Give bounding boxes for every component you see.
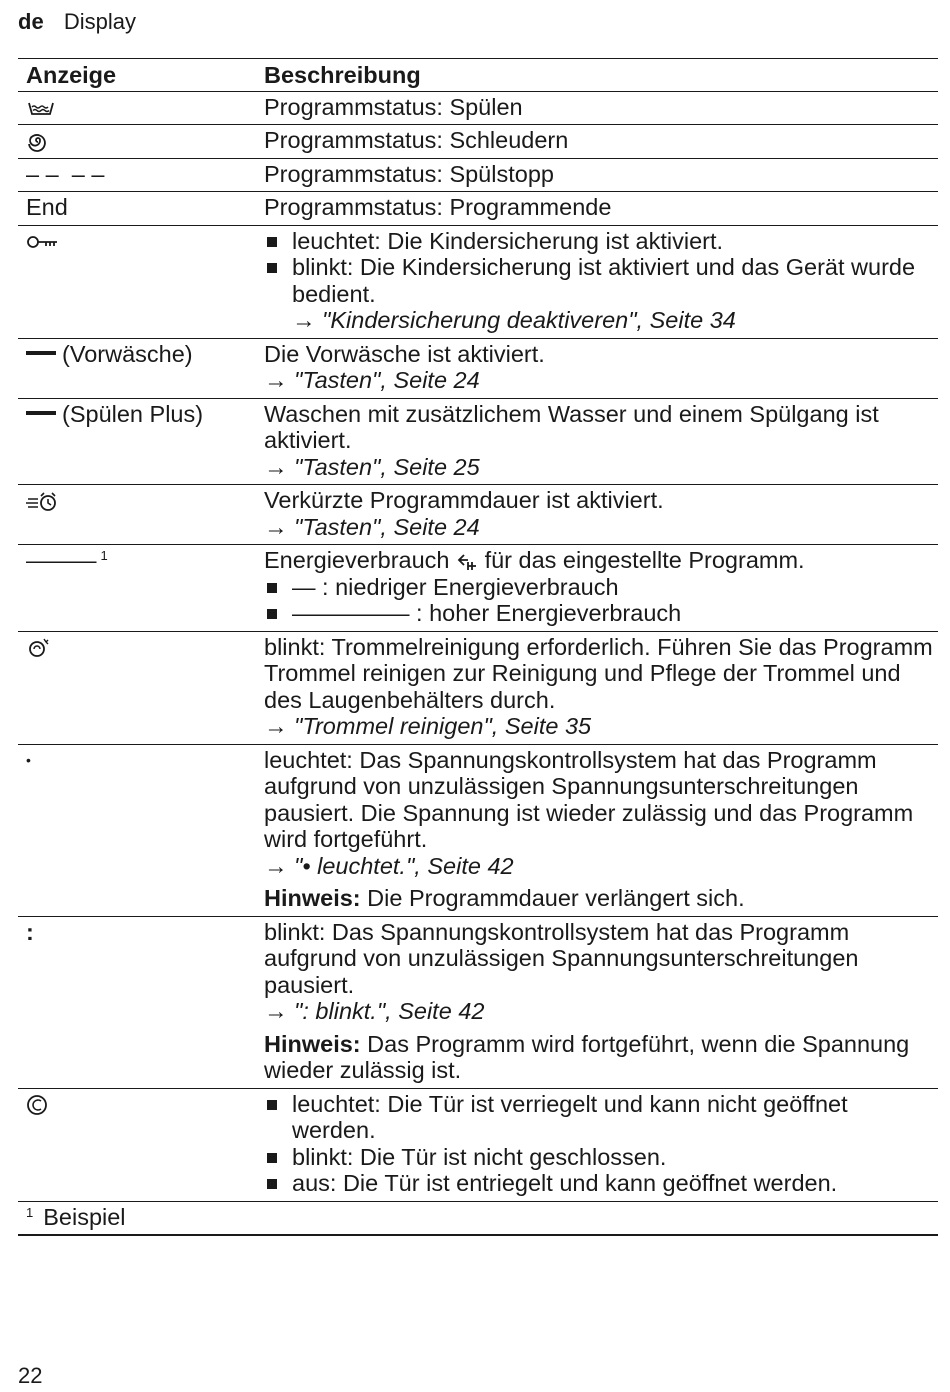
column-header-anzeige: Anzeige [18,59,264,92]
table-row [18,338,938,398]
row-description: leuchtet: Das Spannungskontrollsystem hat das Programm aufgrund von unzulässigen Spannungsunterschreitungen pausiert. Die Spannung ist wieder zulässig und das Programm wird fortgeführt. [264,746,914,852]
list-item: leuchtet: Die Tür ist verriegelt und kann nicht geöffnet werden. [264,1091,934,1144]
table-row [18,744,938,916]
cross-reference: "Tasten", Seite 24 [294,367,480,393]
drum-clean-icon [26,637,52,659]
table-row [18,485,938,545]
list-item: leuchtet: Die Kindersicherung ist aktiviert. [264,228,934,255]
hint-label: Hinweis: [264,1030,361,1057]
child-lock-key-icon [26,234,60,250]
row-description: Programmstatus: Spülstopp [264,158,938,192]
footnote-marker: 1 [100,548,108,563]
table-row [18,91,938,125]
row-description: Programmstatus: Programmende [264,192,938,226]
prewash-label: (Vorwäsche) [62,340,193,367]
row-description: für das eingestellte Programm. [484,547,805,573]
table-row [18,1088,938,1201]
energy-plug-icon [456,552,478,572]
cross-reference: "Kindersicherung deaktiveren", Seite 34 [322,307,736,333]
arrow-icon: → [292,307,316,333]
energy-bars-symbol: ——— [26,547,97,573]
list-item: blinkt: Die Tür ist nicht geschlossen. [264,1144,934,1171]
language-code: de [18,9,44,34]
list-item: aus: Die Tür ist entriegelt und kann geöffnet werden. [264,1170,934,1197]
door-lock-icon [26,1094,50,1116]
list-item: blinkt: Die Kindersicherung ist aktiviert und das Gerät wurde bedient. [264,254,934,307]
hint-text: Das Programm wird fortgeführt, wenn die Spannung wieder zulässig ist. [264,1030,910,1083]
table-row [18,916,938,1088]
table-row [18,631,938,744]
list-item: — : niedriger Energieverbrauch [264,574,934,601]
spin-spiral-icon [26,131,50,153]
footnote-number: 1 [26,1204,34,1220]
table-row [18,125,938,159]
dot-symbol: • [18,744,264,916]
arrow-icon: → [264,513,288,540]
arrow-icon: → [264,713,288,739]
section-title: Display [63,9,136,34]
table-row [18,192,938,226]
row-description: Programmstatus: Spülen [264,91,938,125]
speed-clock-icon [26,491,60,513]
row-description: Energieverbrauch [264,547,450,573]
footnote-text: Beispiel [43,1203,126,1230]
rinse-tub-icon [26,99,56,117]
segment-bar-icon [26,351,56,355]
cross-reference: "Trommel reinigen", Seite 35 [294,713,592,739]
list-item: ————— : hoher Energieverbrauch [264,600,934,627]
hint-label: Hinweis: [264,885,361,911]
page-number: 22 [18,1363,43,1388]
table-row [18,398,938,485]
row-description: blinkt: Trommelreinigung erforderlich. Führen Sie das Programm Trommel reinigen zur Reinigung und Pflege der Trommel und des Laugenbehälters durch. [264,633,933,713]
colon-symbol: : [18,916,264,1088]
rinse-stop-symbol: – – – – [18,158,264,192]
segment-bar-icon [26,411,56,415]
arrow-icon: → [264,998,288,1024]
row-description: blinkt: Das Spannungskontrollsystem hat das Programm aufgrund von unzulässigen Spannungsunterschreitungen pausiert. [264,918,859,998]
arrow-icon: → [264,453,288,480]
arrow-icon: → [264,367,288,393]
column-header-beschreibung: Beschreibung [264,59,938,92]
row-description: Verkürzte Programmdauer ist aktiviert. [264,487,664,513]
rinse-plus-label: (Spülen Plus) [62,400,204,427]
row-description: Waschen mit zusätzlichem Wasser und einem Spülgang ist aktiviert. [264,400,879,453]
table-row [18,158,938,192]
row-description: Die Vorwäsche ist aktiviert. [264,340,545,367]
table-row [18,545,938,632]
page-header [18,8,136,36]
row-description: Programmstatus: Schleudern [264,125,938,159]
display-table [18,58,938,1236]
cross-reference: "• leuchtet.", Seite 42 [294,852,514,879]
hint-text: Die Programmdauer verlängert sich. [367,885,745,911]
cross-reference: "Tasten", Seite 24 [294,513,480,540]
table-header-row [18,59,938,92]
cross-reference: ": blinkt.", Seite 42 [294,998,485,1024]
end-symbol: End [18,192,264,226]
arrow-icon: → [264,852,288,879]
footnote-row [18,1201,938,1235]
cross-reference: "Tasten", Seite 25 [294,453,480,480]
table-row [18,225,938,338]
